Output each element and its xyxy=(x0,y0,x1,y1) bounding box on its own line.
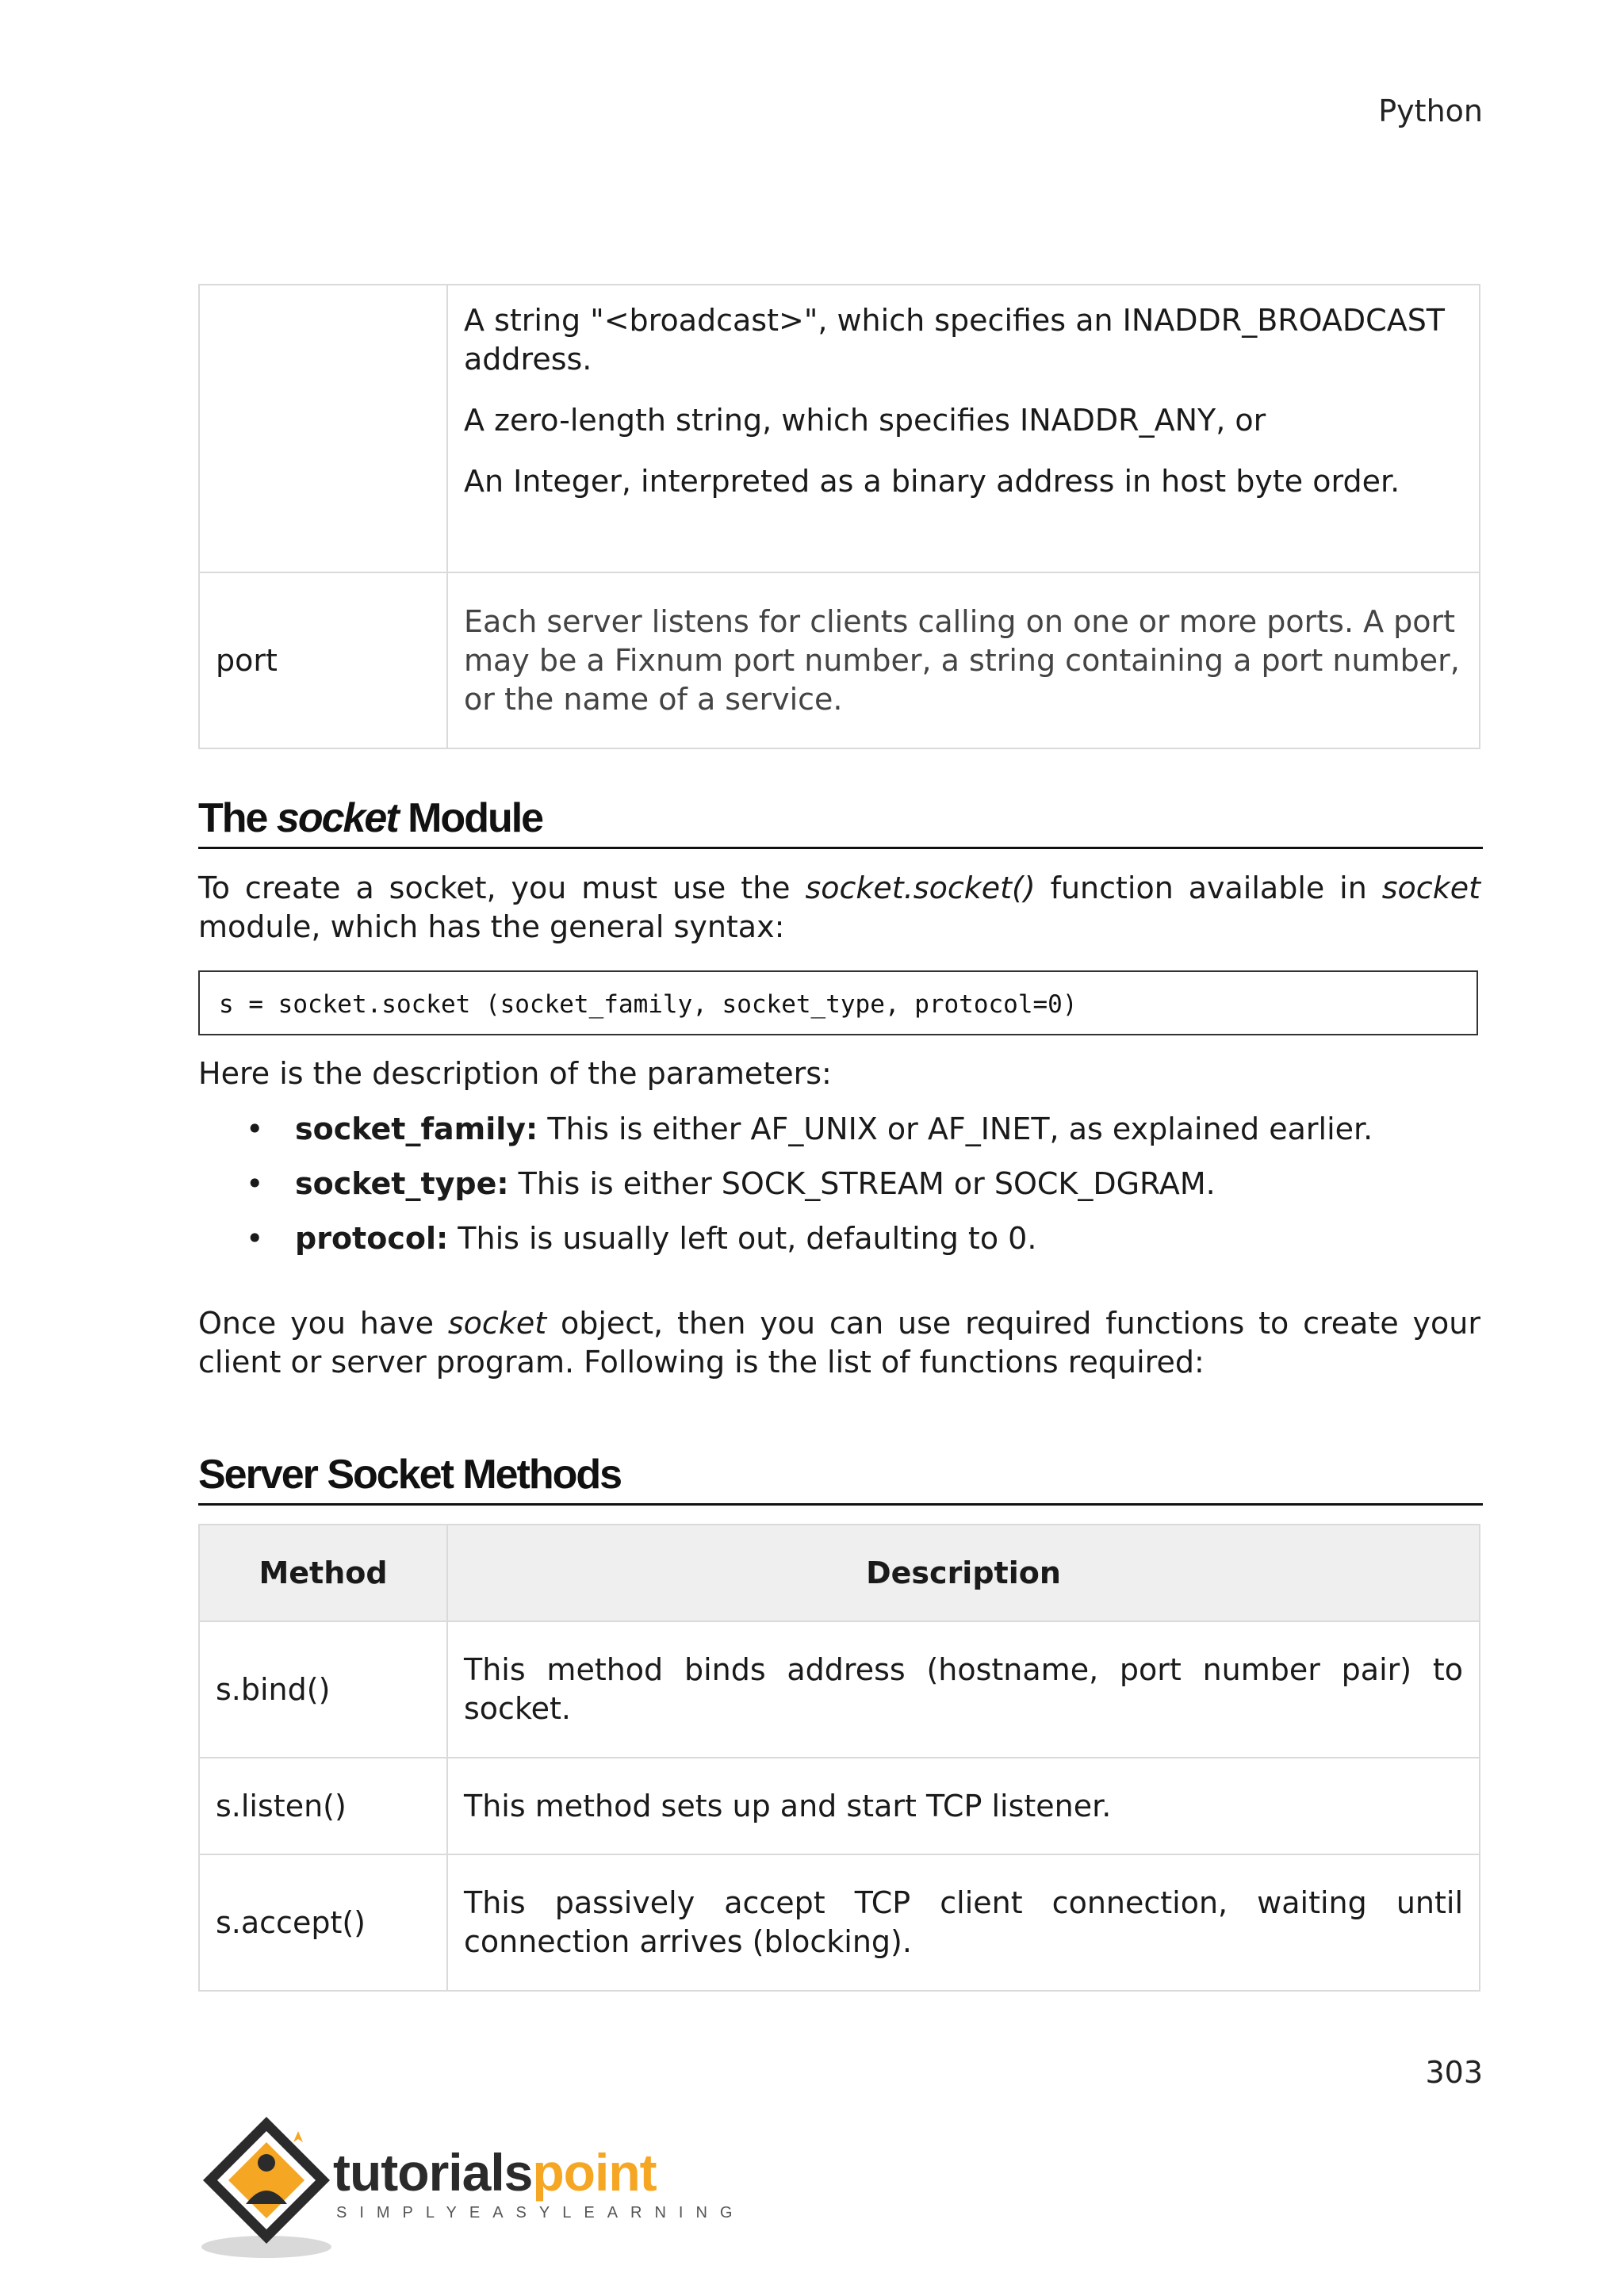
table-row xyxy=(199,572,1480,748)
intro-paragraph xyxy=(198,869,1480,947)
heading-text: Module xyxy=(397,795,543,841)
text-run: module, which has the general syntax: xyxy=(198,909,785,944)
tutorialspoint-logo xyxy=(197,2110,745,2261)
cell-line: A string "<broadcast>", which specifies an INADDR_BROADCAST address. xyxy=(464,303,1446,377)
text-run: Once you have xyxy=(198,1306,448,1341)
list-item xyxy=(198,1110,1373,1149)
text-run: To create a socket, you must use the xyxy=(198,871,806,905)
text-run: function available in xyxy=(1035,871,1382,905)
table-row xyxy=(199,285,1480,572)
inline-emphasis: socket xyxy=(1381,871,1480,905)
heading-emphasis: socket xyxy=(276,795,398,841)
cell-line: An Integer, interpreted as a binary address in host byte order. xyxy=(464,464,1400,499)
bullet-icon: • xyxy=(246,1221,264,1256)
params-intro: Here is the description of the parameters: xyxy=(198,1056,832,1091)
cell-line: A zero-length string, which specifies INADDR_ANY, or xyxy=(464,403,1266,438)
logo-word-accent: point xyxy=(532,2143,657,2202)
description-cell: This method sets up and start TCP listener. xyxy=(447,1758,1480,1854)
inline-emphasis: socket xyxy=(447,1306,547,1341)
param-desc: This is either SOCK_STREAM or SOCK_DGRAM. xyxy=(508,1166,1216,1201)
page-number: 303 xyxy=(1425,2055,1483,2090)
code-block: s = socket.socket (socket_family, socket_type, protocol=0) xyxy=(198,970,1478,1035)
table-cell-label xyxy=(199,285,447,572)
section-heading-server-socket-methods: Server Socket Methods xyxy=(198,1452,1483,1506)
table-row xyxy=(199,1854,1480,1991)
logo-word-dark: tutorials xyxy=(333,2143,533,2202)
table-header-row xyxy=(199,1525,1480,1621)
column-header-description: Description xyxy=(447,1525,1480,1621)
address-parameter-table xyxy=(198,284,1480,749)
method-cell: s.listen() xyxy=(199,1758,447,1854)
parameter-list xyxy=(198,1110,1373,1274)
method-cell: s.bind() xyxy=(199,1621,447,1758)
param-term: socket_type: xyxy=(295,1166,509,1201)
logo-tagline: SIMPLYEASYLEARNING xyxy=(336,2204,745,2221)
list-item xyxy=(198,1165,1373,1203)
description-cell: This passively accept TCP client connection, waiting until connection arrives (blocking). xyxy=(447,1854,1480,1991)
logo-wordmark xyxy=(333,2142,657,2202)
running-header: Python xyxy=(1378,94,1483,128)
heading-text: The xyxy=(198,795,277,841)
param-term: socket_family: xyxy=(295,1112,538,1146)
table-cell-label: port xyxy=(199,572,447,748)
section-heading-socket-module xyxy=(198,796,1483,849)
table-cell-description xyxy=(447,285,1480,572)
server-methods-table xyxy=(198,1524,1480,1992)
description-cell: This method binds address (hostname, port number pair) to socket. xyxy=(447,1621,1480,1758)
param-desc: This is either AF_UNIX or AF_INET, as explained earlier. xyxy=(538,1112,1373,1146)
method-cell: s.accept() xyxy=(199,1854,447,1991)
column-header-method: Method xyxy=(199,1525,447,1621)
table-row xyxy=(199,1621,1480,1758)
text-run: object, then you can use required functions to create your client or server program. Following is the list of functions required: xyxy=(198,1306,1480,1380)
param-term: protocol: xyxy=(295,1221,449,1256)
bullet-icon: • xyxy=(246,1112,264,1146)
param-desc: This is usually left out, defaulting to 0. xyxy=(448,1221,1037,1256)
table-cell-description: Each server listens for clients calling on one or more ports. A port may be a Fixnum port number, a string containing a port number, or the name of a service. xyxy=(447,572,1480,748)
table-row xyxy=(199,1758,1480,1854)
list-item xyxy=(198,1219,1373,1258)
outro-paragraph xyxy=(198,1304,1480,1382)
bullet-icon: • xyxy=(246,1166,264,1201)
logo-diamond-icon xyxy=(197,2110,339,2261)
inline-emphasis: socket.socket() xyxy=(805,871,1036,905)
